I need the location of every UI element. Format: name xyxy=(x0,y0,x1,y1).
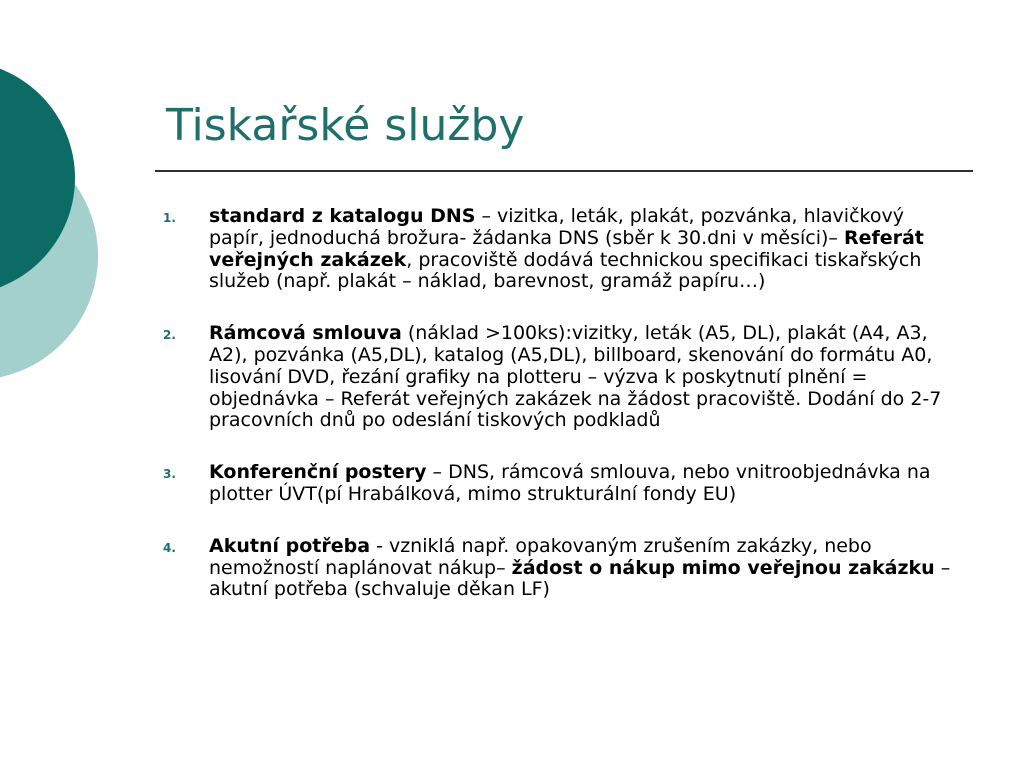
list-item-bold-text: Konferenční postery xyxy=(209,461,427,484)
list-item-text xyxy=(209,461,931,505)
list-item-number: 2. xyxy=(163,328,176,343)
list-item-plain-text: (náklad >100ks):vizitky, leták (A5, DL), plakát (A4, A3, A2), pozvánka (A5,DL), katalog (A5,DL), billboard, skenování do formátu A0, lisování DVD, řezání grafiky na plotteru – výzva k poskytnutí plnění = objednávka – Referát veřejných zakázek na žádost pracoviště. Dodání do 2-7 pracovních dnů po odeslání tiskových podkladů xyxy=(209,322,942,432)
list-item-bold-text: standard z katalogu DNS xyxy=(209,205,476,227)
list-item-bold-text: žádost o nákup mimo veřejnou zakázku xyxy=(511,556,935,579)
list-item-text xyxy=(209,322,941,431)
list-item-plain-text: - vzniklá např. opakovaným zrušením zakázky, nebo nemožností naplánovat nákup– xyxy=(209,534,872,579)
slide-title: Tiskařské služby xyxy=(166,100,525,151)
list-item-bold-text: Referát veřejných zakázek xyxy=(209,226,924,271)
list-item-number: 4. xyxy=(163,540,176,555)
list-item-number: 1. xyxy=(163,211,176,225)
list-item-bold-text: Akutní potřeba xyxy=(209,534,371,557)
list-item-plain-text: – DNS, rámcová smlouva, nebo vnitroobjednávka na plotter ÚVT(pí Hrabálková, mimo strukturální fondy EU) xyxy=(209,461,931,505)
numbered-list xyxy=(163,206,963,631)
list-item-plain-text: – akutní potřeba (schvaluje děkan LF) xyxy=(209,556,951,601)
decorative-circles xyxy=(0,0,110,420)
list-item xyxy=(163,323,963,432)
list-item xyxy=(163,206,963,293)
list-item-plain-text: , pracoviště dodává technickou specifikaci tiskařských služeb (např. plakát – náklad, barevnost, gramáž papíru…) xyxy=(209,248,922,293)
list-item-text xyxy=(209,205,924,292)
list-item-number: 3. xyxy=(163,467,176,482)
list-item xyxy=(163,536,963,601)
list-item-text xyxy=(209,535,950,601)
list-item xyxy=(163,462,963,506)
list-item-plain-text: – vizitka, leták, plakát, pozvánka, hlavičkový papír, jednoduchá brožura- žádanka DNS (sběr k 30.dni v měsíci)– xyxy=(209,205,904,249)
list-item-bold-text: Rámcová smlouva xyxy=(209,322,402,345)
title-divider xyxy=(155,170,973,172)
